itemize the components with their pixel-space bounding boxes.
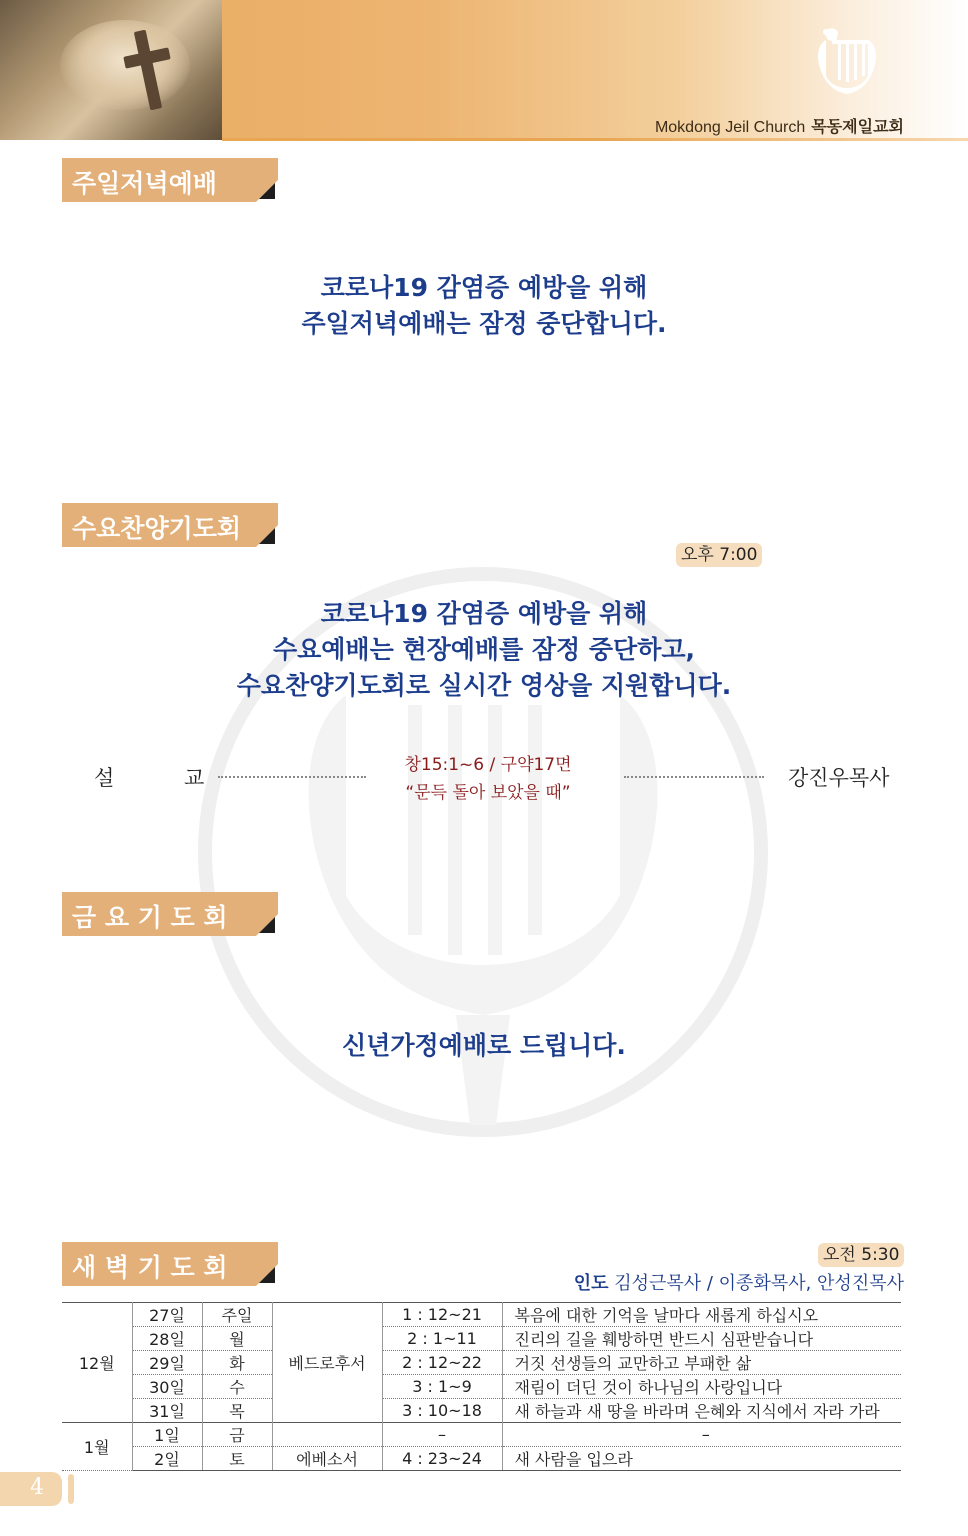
notice-line: 주일저녁예배는 잠정 중단합니다.: [301, 309, 667, 338]
sunday-evening-notice: [0, 270, 968, 342]
corner-arrow-icon: [259, 1267, 275, 1283]
header-photo-praying-hands: [0, 0, 222, 140]
dotted-leader: [624, 776, 764, 778]
table-row: [62, 1399, 901, 1423]
verse-cell: 3 : 10~18: [382, 1399, 502, 1423]
sermon-label-2: 교: [184, 766, 205, 790]
dawn-schedule-table: [62, 1302, 901, 1471]
church-name: [655, 114, 904, 137]
section-title-text: 금 요 기 도 회: [72, 903, 228, 932]
title-cell: 거짓 선생들의 교만하고 부패한 삶: [502, 1351, 901, 1375]
weekday-cell: 토: [202, 1447, 272, 1471]
lyre-logo-icon: [812, 22, 882, 98]
header-divider: [222, 138, 968, 141]
notice-line: 코로나19 감염증 예방을 위해: [320, 599, 648, 628]
section-title-friday: [62, 892, 278, 936]
notice-line: 수요찬양기도회로 실시간 영상을 지원합니다.: [236, 671, 732, 700]
section-title-text: 새 벽 기 도 회: [72, 1253, 228, 1282]
table-row: [62, 1303, 901, 1327]
dawn-leaders: [574, 1269, 904, 1295]
month-cell: 12월: [62, 1303, 132, 1423]
page-number: 4: [30, 1475, 44, 1500]
wednesday-time-badge: 오후 7:00: [676, 543, 762, 567]
book-cell: 에베소서: [272, 1447, 382, 1471]
title-cell: –: [502, 1423, 901, 1447]
leader-names: 김성근목사 / 이종화목사, 안성진목사: [614, 1273, 904, 1294]
table-row: [62, 1351, 901, 1375]
notice-line: 신년가정예배로 드립니다.: [342, 1031, 626, 1060]
section-title-dawn: [62, 1242, 278, 1286]
section-title-text: 수요찬양기도회: [72, 514, 242, 543]
weekday-cell: 수: [202, 1375, 272, 1399]
table-row: [62, 1447, 901, 1471]
day-cell: 1일: [132, 1423, 202, 1447]
dawn-time-badge: 오전 5:30: [818, 1243, 904, 1267]
title-cell: 새 하늘과 새 땅을 바라며 은혜와 지식에서 자라 가라: [502, 1399, 901, 1423]
dotted-leader: [218, 776, 366, 778]
book-cell-empty: [272, 1423, 382, 1447]
weekday-cell: 주일: [202, 1303, 272, 1327]
month-cell: 1월: [62, 1423, 132, 1471]
title-cell: 진리의 길을 훼방하면 반드시 심판받습니다: [502, 1327, 901, 1351]
wednesday-notice: [0, 596, 968, 704]
corner-arrow-icon: [259, 183, 275, 199]
day-cell: 28일: [132, 1327, 202, 1351]
weekday-cell: 금: [202, 1423, 272, 1447]
day-cell: 30일: [132, 1375, 202, 1399]
day-cell: 27일: [132, 1303, 202, 1327]
preacher-name: 강진우목사: [788, 766, 890, 790]
title-cell: 복음에 대한 기억을 날마다 새롭게 하십시오: [502, 1303, 901, 1327]
sermon-label-1: 설: [94, 766, 115, 790]
verse-cell: 4 : 23~24: [382, 1447, 502, 1471]
title-cell: 새 사람을 입으라: [502, 1447, 901, 1471]
section-title-wednesday: [62, 503, 278, 547]
weekday-cell: 화: [202, 1351, 272, 1375]
verse-cell: –: [382, 1423, 502, 1447]
corner-arrow-icon: [259, 528, 275, 544]
verse-cell: 2 : 1~11: [382, 1327, 502, 1351]
corner-arrow-icon: [259, 917, 275, 933]
friday-notice: [0, 1028, 968, 1064]
sermon-reference: 창15:1~6 / 구약17면: [404, 755, 572, 775]
verse-cell: 3 : 1~9: [382, 1375, 502, 1399]
day-cell: 29일: [132, 1351, 202, 1375]
section-title-sunday-evening: [62, 158, 278, 202]
section-title-text: 주일저녁예배: [72, 169, 217, 198]
title-cell: 재림이 더딘 것이 하나님의 사랑입니다: [502, 1375, 901, 1399]
verse-cell: 2 : 12~22: [382, 1351, 502, 1375]
book-cell: 베드로후서: [272, 1303, 382, 1423]
page-number-tab: [0, 1472, 62, 1506]
sermon-title: “문득 돌아 보았을 때”: [405, 783, 571, 803]
weekday-cell: 월: [202, 1327, 272, 1351]
day-cell: 31일: [132, 1399, 202, 1423]
day-cell: 2일: [132, 1447, 202, 1471]
page-number-tick: [68, 1474, 74, 1504]
notice-line: 코로나19 감염증 예방을 위해: [320, 273, 648, 302]
church-name-ko: 목동제일교회: [811, 117, 904, 136]
table-row: [62, 1375, 901, 1399]
church-name-en: Mokdong Jeil Church: [654, 119, 806, 136]
notice-line: 수요예배는 현장예배를 잠정 중단하고,: [272, 635, 695, 664]
verse-cell: 1 : 12~21: [382, 1303, 502, 1327]
table-row: [62, 1423, 901, 1447]
table-row: [62, 1327, 901, 1351]
weekday-cell: 목: [202, 1399, 272, 1423]
leader-label: 인도: [573, 1273, 609, 1294]
